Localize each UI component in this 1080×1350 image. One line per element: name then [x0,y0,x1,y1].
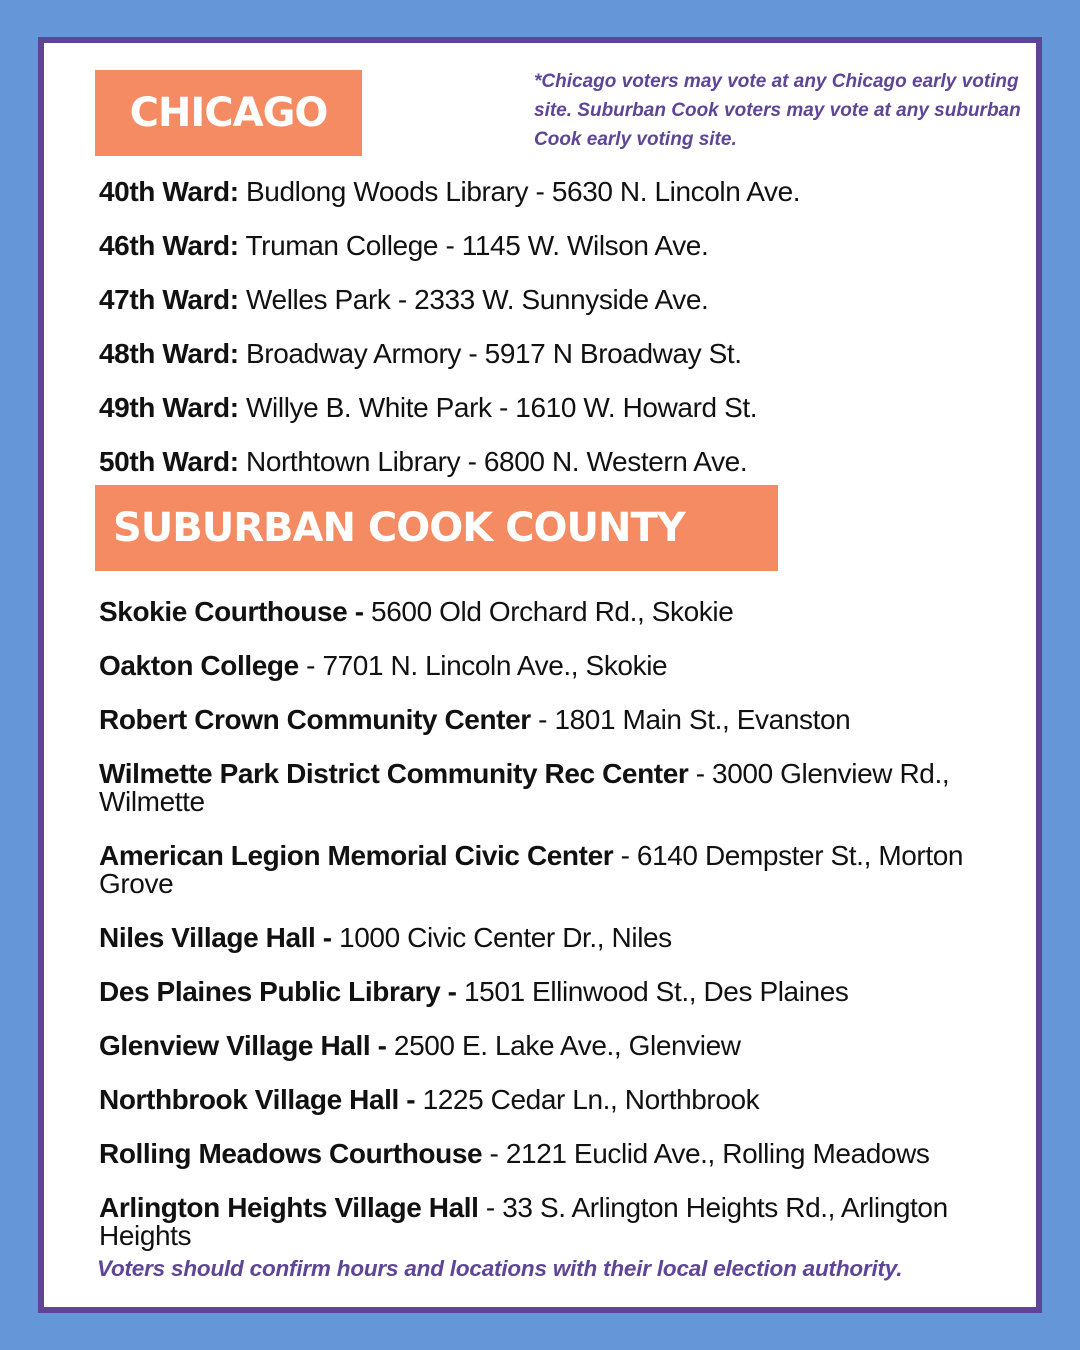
site-name: Rolling Meadows Courthouse [99,1138,483,1169]
site-name: 40th Ward: [99,176,239,207]
list-item [99,924,1039,952]
list-item [99,706,1039,734]
list-item [99,978,1039,1006]
site-detail: 1000 Civic Center Dr., Niles [331,922,672,953]
chicago-site-list [99,165,1039,489]
site-detail: Northtown Library - 6800 N. Western Ave. [238,446,748,477]
site-detail: Truman College - 1145 W. Wilson Ave. [238,230,709,261]
site-name: 49th Ward: [99,392,239,423]
site-detail: 5600 Old Orchard Rd., Skokie [363,596,734,627]
footer-disclaimer: Voters should confirm hours and locations with their local election authority. [97,1256,903,1281]
site-detail: - 1801 Main St., Evanston [530,704,851,735]
list-item [99,842,1039,898]
site-name: Skokie Courthouse - [99,596,364,627]
list-item [99,760,1039,816]
site-name: 50th Ward: [99,446,239,477]
site-name: Northbrook Village Hall - [99,1084,416,1115]
site-detail: - 6140 Dempster St., Morton Grove [99,840,964,899]
eligibility-note: *Chicago voters may vote at any Chicago early voting site. Suburban Cook voters may vote at any suburban Cook early voting site. [534,71,1021,150]
list-item [99,165,1039,219]
site-name: Oakton College [99,650,299,681]
list-item [99,1194,1039,1250]
site-detail: Willye B. White Park - 1610 W. Howard St. [238,392,758,423]
list-item [99,652,1039,680]
list-item [99,435,1039,489]
site-detail: Broadway Armory - 5917 N Broadway St. [238,338,742,369]
site-detail: Welles Park - 2333 W. Sunnyside Ave. [238,284,709,315]
suburban-banner [95,485,778,571]
site-name: American Legion Memorial Civic Center [99,840,614,871]
suburban-site-list [99,579,1039,1250]
site-name: Des Plaines Public Library - [99,976,457,1007]
list-item [99,598,1039,626]
site-detail: 2500 E. Lake Ave., Glenview [386,1030,741,1061]
site-name: Wilmette Park District Community Rec Center [99,758,689,789]
site-detail: 1501 Ellinwood St., Des Plaines [456,976,849,1007]
list-item [99,1086,1039,1114]
list-item [99,219,1039,273]
site-name: 48th Ward: [99,338,239,369]
site-name: Niles Village Hall - [99,922,332,953]
site-name: Arlington Heights Village Hall [99,1192,479,1223]
site-name: Robert Crown Community Center [99,704,531,735]
site-detail: - 33 S. Arlington Heights Rd., Arlington Heights [99,1192,948,1251]
suburban-title: SUBURBAN COOK COUNTY [113,505,685,551]
list-item [99,327,1039,381]
site-name: Glenview Village Hall - [99,1030,387,1061]
site-detail: Budlong Woods Library - 5630 N. Lincoln Ave. [238,176,801,207]
site-detail: - 7701 N. Lincoln Ave., Skokie [298,650,668,681]
voting-sites-card [38,37,1042,1313]
chicago-banner [95,70,362,156]
site-name: 46th Ward: [99,230,239,261]
list-item [99,381,1039,435]
site-name: 47th Ward: [99,284,239,315]
chicago-title: CHICAGO [129,90,328,136]
site-detail: - 2121 Euclid Ave., Rolling Meadows [482,1138,930,1169]
site-detail: - 3000 Glenview Rd., Wilmette [99,758,950,817]
list-item [99,1140,1039,1168]
list-item [99,1032,1039,1060]
site-detail: 1225 Cedar Ln., Northbrook [415,1084,760,1115]
list-item [99,273,1039,327]
